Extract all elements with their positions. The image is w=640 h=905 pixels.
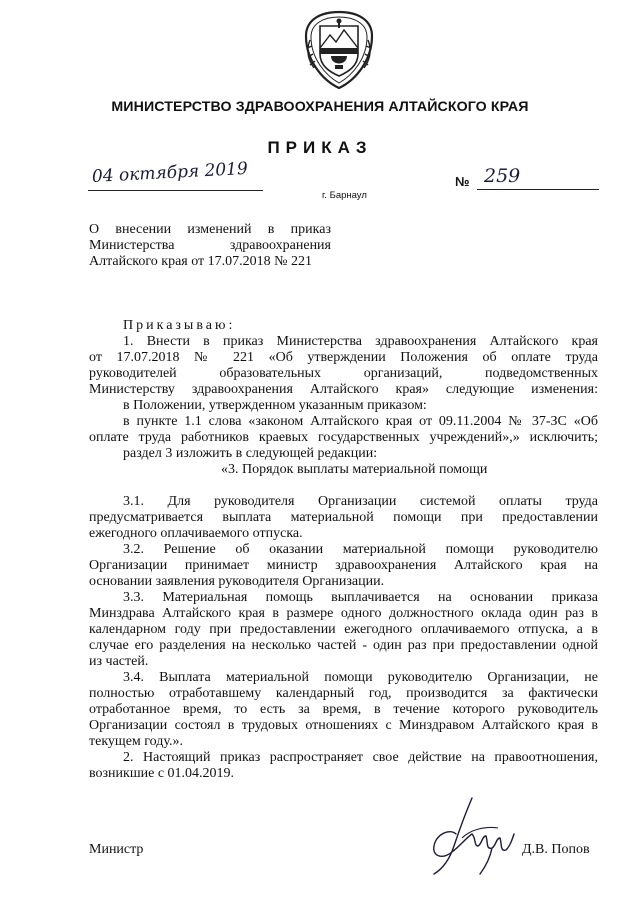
subject-line: Министерства здравоохранения — [89, 238, 331, 253]
subject-line: Алтайского края от 17.07.2018 № 221 — [89, 254, 313, 269]
body-line: ежегодного оплачиваемого отпуска. — [89, 526, 303, 541]
document-type: ПРИКАЗ — [267, 138, 373, 157]
body-line: 3.1. Для руководителя Организации системой оплаты труда — [123, 494, 598, 509]
signature — [426, 794, 518, 880]
body-line: Организации принимает министр здравоохранения Алтайского края на — [89, 558, 598, 573]
handwritten-number: 259 — [484, 165, 521, 187]
body-line: оплате труда работников краевых государственных учреждений»,» исключить; — [89, 430, 598, 445]
body-line: 2. Настоящий приказ распространяет свое действие на правоотношения, — [123, 750, 598, 765]
body-line: 3.4. Выплата материальной помощи руководителю Организации, не — [123, 670, 598, 685]
minister-title: Министр — [89, 842, 144, 857]
body-line: предусматривается выплата материальной помощи при предоставлении — [89, 510, 598, 525]
date-underline — [88, 190, 263, 191]
ministry-name: МИНИСТЕРСТВО ЗДРАВООХРАНЕНИЯ АЛТАЙСКОГО КРАЯ — [111, 99, 529, 115]
body-line: из частей. — [89, 654, 149, 669]
body-line: текущем году.». — [89, 734, 184, 749]
body-line: в пункте 1.1 слова «законом Алтайского края от 09.11.2004 № 37-ЗС «Об — [123, 414, 598, 429]
section-title: «3. Порядок выплаты материальной помощи — [221, 462, 488, 477]
body-line: в Положении, утвержденном указанным приказом: — [123, 398, 427, 413]
body-line: Организации состоял в трудовых отношениях с Минздравом Алтайского края в — [89, 718, 598, 733]
body-line: руководителей образовательных организаций, подведомственных — [89, 366, 598, 381]
body-line: Министерству здравоохранения Алтайского края» следующие изменения: — [89, 382, 598, 397]
body-line: возникшие с 01.04.2019. — [89, 766, 235, 781]
city: г. Барнаул — [322, 190, 367, 201]
coat-of-arms-icon — [300, 10, 378, 90]
handwritten-date: 04 октября 2019 — [91, 158, 249, 187]
body-line: 1. Внести в приказ Министерства здравоохранения Алтайского края — [123, 334, 598, 349]
body-line: отработанное время, то есть за время, в течение которого руководитель — [89, 702, 598, 717]
subject-line: О внесении изменений в приказ — [89, 222, 331, 237]
body-line: календарном году при предоставлении ежегодного оплачиваемого отпуска, а в — [89, 622, 598, 637]
body-line: 3.3. Материальная помощь выплачивается на основании приказа — [123, 590, 598, 605]
body-line: Минздрава Алтайского края в размере одного должностного оклада один раз в — [89, 606, 598, 621]
number-label: № — [455, 174, 470, 189]
number-underline — [477, 189, 599, 190]
body-line: от 17.07.2018 № 221 «Об утверждении Положения об оплате труда — [89, 350, 598, 365]
body-line: 3.2. Решение об оказании материальной помощи руководителю — [123, 542, 598, 557]
minister-name: Д.В. Попов — [522, 842, 590, 857]
body-line: основании заявления руководителя Организации. — [89, 574, 385, 589]
subject-block — [89, 222, 331, 270]
body-line: раздел 3 изложить в следующей редакции: — [123, 446, 378, 461]
body-line: случае его разделения на несколько частей - один раз при предоставлении одной — [89, 638, 598, 653]
body-line: полностью отработавшему календарный год, производится за фактически — [89, 686, 598, 701]
prikazyvayu: Приказываю: — [123, 318, 236, 333]
